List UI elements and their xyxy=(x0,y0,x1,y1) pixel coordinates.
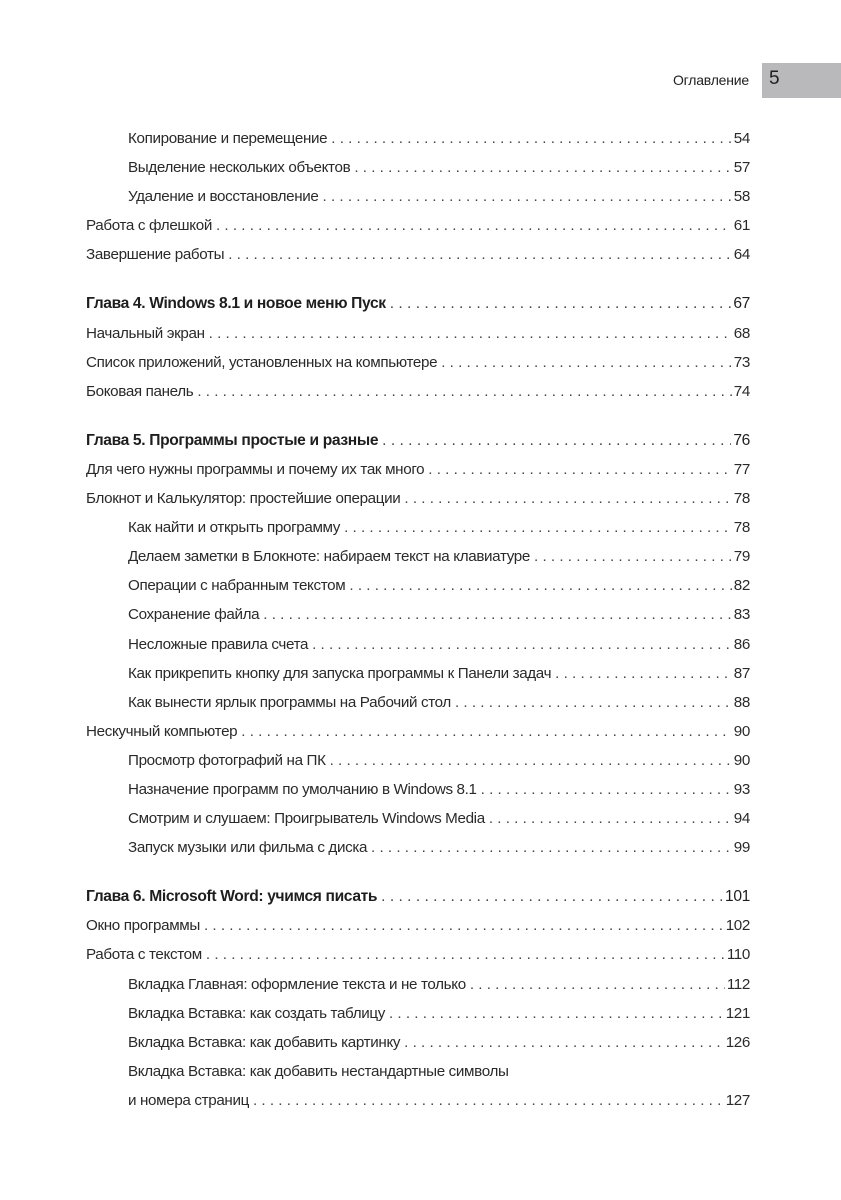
toc-entry-title: Делаем заметки в Блокноте: набираем текст на клавиатуре xyxy=(128,548,530,566)
toc-chapter-title: Глава 6. Microsoft Word: учимся писать xyxy=(86,888,378,906)
dot-leader xyxy=(371,833,732,862)
dot-leader xyxy=(381,882,723,911)
toc-entry[interactable] xyxy=(86,124,750,153)
toc-entry[interactable] xyxy=(86,542,750,571)
toc-entry[interactable] xyxy=(86,513,750,542)
table-of-contents xyxy=(86,124,750,1115)
toc-entry[interactable] xyxy=(86,484,750,513)
toc-chapter-title: Глава 4. Windows 8.1 и новое меню Пуск xyxy=(86,295,386,313)
toc-entry[interactable] xyxy=(86,348,750,377)
toc-entry-title: Удаление и восстановление xyxy=(128,188,319,206)
toc-entry-page: 73 xyxy=(733,353,750,371)
toc-entry-page: 61 xyxy=(733,217,750,235)
toc-entry-title: Выделение нескольких объектов xyxy=(128,159,351,177)
toc-entry[interactable] xyxy=(86,659,750,688)
toc-entry-title-line1: Вкладка Вставка: как добавить нестандартные символы xyxy=(128,1062,509,1080)
toc-entry-page: 78 xyxy=(733,519,750,537)
dot-leader xyxy=(389,999,724,1028)
page-number-tab xyxy=(762,63,841,98)
dot-leader xyxy=(349,571,731,600)
dot-leader xyxy=(354,153,731,182)
toc-entry-title: Окно программы xyxy=(86,917,200,935)
toc-entry-title: Вкладка Вставка: как создать таблицу xyxy=(128,1004,385,1022)
dot-leader xyxy=(555,659,732,688)
toc-entry-page: 76 xyxy=(733,431,750,449)
toc-entry[interactable] xyxy=(86,833,750,862)
toc-entry-page: 57 xyxy=(733,159,750,177)
toc-entry-title: Операции с набранным текстом xyxy=(128,577,346,595)
dot-leader xyxy=(241,717,732,746)
toc-entry-title: Завершение работы xyxy=(86,246,225,264)
toc-entry-page: 99 xyxy=(733,839,750,857)
toc-entry[interactable] xyxy=(86,211,750,240)
toc-entry-title: Вкладка Главная: оформление текста и не только xyxy=(128,975,466,993)
toc-entry-title: Как вынести ярлык программы на Рабочий стол xyxy=(128,693,451,711)
toc-entry-title: Блокнот и Калькулятор: простейшие операции xyxy=(86,490,401,508)
toc-entry-page: 126 xyxy=(725,1033,750,1051)
toc-entry-title: Назначение программ по умолчанию в Windows 8.1 xyxy=(128,780,477,798)
dot-leader xyxy=(197,377,731,406)
toc-entry[interactable] xyxy=(86,240,750,269)
toc-entry[interactable] xyxy=(86,999,750,1028)
toc-entry-page: 82 xyxy=(733,577,750,595)
dot-leader xyxy=(470,970,725,999)
toc-entry-title: Копирование и перемещение xyxy=(128,130,328,147)
toc-entry-title: Для чего нужны программы и почему их так много xyxy=(86,460,425,478)
dot-leader xyxy=(216,211,732,240)
toc-entry-title: Нескучный компьютер xyxy=(86,722,238,740)
toc-entry-page: 68 xyxy=(733,324,750,342)
dot-leader xyxy=(253,1086,724,1115)
toc-chapter-title: Глава 5. Программы простые и разные xyxy=(86,431,379,449)
toc-entry-title: Сохранение файла xyxy=(128,606,260,624)
toc-entry-page: 77 xyxy=(733,460,750,478)
toc-entry[interactable] xyxy=(86,455,750,484)
toc-chapter[interactable] xyxy=(86,882,750,911)
toc-entry-title: Боковая панель xyxy=(86,382,194,400)
toc-entry-title-line2: и номера страниц xyxy=(128,1091,249,1109)
dot-leader xyxy=(209,319,732,348)
toc-entry-page: 87 xyxy=(733,664,750,682)
toc-chapter[interactable] xyxy=(86,426,750,455)
toc-entry-page: 121 xyxy=(725,1004,750,1022)
toc-entry-page: 94 xyxy=(733,810,750,828)
toc-entry[interactable] xyxy=(86,182,750,211)
dot-leader xyxy=(390,289,732,318)
toc-entry-title: Работа с текстом xyxy=(86,946,202,964)
toc-entry-title: Запуск музыки или фильма с диска xyxy=(128,839,368,857)
dot-leader xyxy=(228,240,732,269)
dot-leader xyxy=(404,484,731,513)
toc-entry-title: Работа с флешкой xyxy=(86,217,212,235)
toc-entry[interactable] xyxy=(86,775,750,804)
toc-entry-page: 101 xyxy=(725,888,750,906)
toc-entry-page: 112 xyxy=(726,975,750,993)
toc-entry-title: Как найти и открыть программу xyxy=(128,519,341,537)
toc-entry[interactable] xyxy=(86,746,750,775)
dot-leader xyxy=(382,426,731,455)
toc-entry-page: 64 xyxy=(733,246,750,264)
toc-entry[interactable] xyxy=(86,688,750,717)
toc-entry-page: 54 xyxy=(733,130,750,147)
page-number: 5 xyxy=(769,68,780,89)
dot-leader xyxy=(489,804,732,833)
toc-entry-multiline[interactable] xyxy=(86,1057,750,1115)
toc-entry-page: 83 xyxy=(733,606,750,624)
dot-leader xyxy=(323,182,732,211)
running-header xyxy=(0,63,841,98)
toc-entry-page: 102 xyxy=(725,917,750,935)
toc-entry-title: Просмотр фотографий на ПК xyxy=(128,751,326,769)
toc-entry-page: 67 xyxy=(733,295,750,313)
toc-entry-page: 127 xyxy=(725,1091,750,1109)
dot-leader xyxy=(263,600,732,629)
dot-leader xyxy=(204,911,724,940)
toc-entry[interactable] xyxy=(86,911,750,940)
dot-leader xyxy=(330,746,732,775)
dot-leader xyxy=(441,348,732,377)
toc-entry-page: 79 xyxy=(733,548,750,566)
toc-entry[interactable] xyxy=(86,970,750,999)
dot-leader xyxy=(312,630,732,659)
toc-entry-page: 74 xyxy=(733,382,750,400)
toc-entry[interactable] xyxy=(86,717,750,746)
toc-entry-title: Начальный экран xyxy=(86,324,205,342)
toc-entry[interactable] xyxy=(86,1028,750,1057)
toc-entry-page: 88 xyxy=(733,693,750,711)
toc-entry-page: 86 xyxy=(733,635,750,653)
toc-entry[interactable] xyxy=(86,940,750,969)
dot-leader xyxy=(481,775,732,804)
section-title: Оглавление xyxy=(672,72,749,88)
toc-entry-page: 110 xyxy=(726,946,750,964)
dot-leader xyxy=(428,455,732,484)
toc-entry-title: Смотрим и слушаем: Проигрыватель Windows Media xyxy=(128,810,485,828)
toc-entry-title: Как прикрепить кнопку для запуска программы к Панели задач xyxy=(128,664,552,682)
toc-entry[interactable] xyxy=(86,571,750,600)
dot-leader xyxy=(404,1028,724,1057)
toc-entry xyxy=(128,1086,750,1115)
toc-entry-title: Вкладка Вставка: как добавить картинку xyxy=(128,1033,401,1051)
toc-entry[interactable] xyxy=(86,630,750,659)
toc-entry-page: 90 xyxy=(733,722,750,740)
dot-leader xyxy=(206,940,725,969)
dot-leader xyxy=(534,542,732,571)
toc-entry[interactable] xyxy=(86,319,750,348)
toc-entry[interactable] xyxy=(86,600,750,629)
toc-entry-page: 58 xyxy=(733,188,750,206)
toc-entry[interactable] xyxy=(86,377,750,406)
dot-leader xyxy=(455,688,732,717)
toc-chapter[interactable] xyxy=(86,289,750,318)
dot-leader xyxy=(344,513,732,542)
dot-leader xyxy=(331,124,732,153)
toc-entry-page: 90 xyxy=(733,751,750,769)
toc-entry[interactable] xyxy=(86,153,750,182)
toc-entry-title: Список приложений, установленных на компьютере xyxy=(86,353,438,371)
toc-entry-page: 93 xyxy=(733,780,750,798)
toc-entry[interactable] xyxy=(86,804,750,833)
toc-entry-page: 78 xyxy=(733,490,750,508)
toc-entry-title: Несложные правила счета xyxy=(128,635,309,653)
